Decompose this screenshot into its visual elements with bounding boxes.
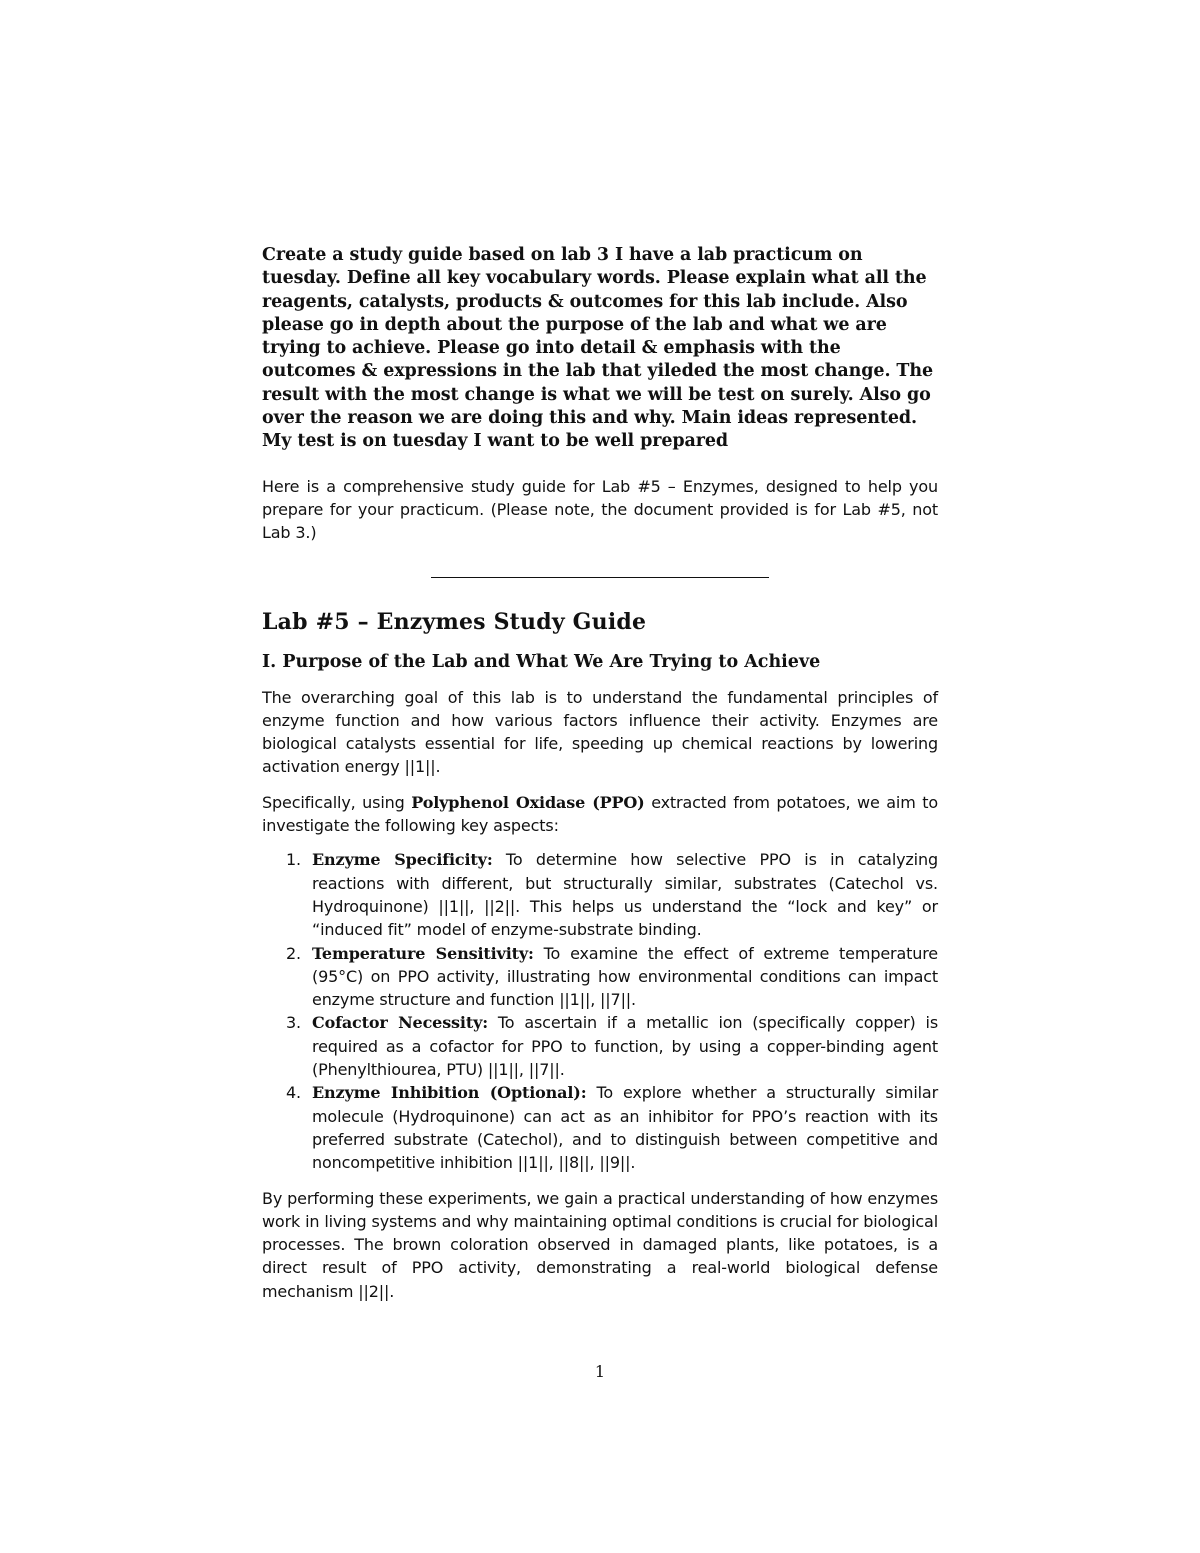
list-text: To examine the effect of extreme temperature (95°C) on PPO activity, illustrating how environmental conditions can impact enzyme structure and function ||1||, ||7||.	[312, 943, 938, 1010]
aspects-intro-paragraph	[262, 791, 938, 838]
list-text: To determine how selective PPO is in catalyzing reactions with different, but structurally similar, substrates (Catechol vs. Hydroquinone) ||1||, ||2||. This helps us understand the “lock and key” or “induced fit” model of enzyme-substrate binding.	[312, 850, 938, 940]
aspects-intro-text-end: extracted from potatoes, we aim to investigate the following key aspects:	[262, 792, 938, 836]
list-text: To explore whether a structurally similar molecule (Hydroquinone) can act as an inhibitor for PPO’s reaction with its preferred substrate (Catechol), and to distinguish between competitive and noncompetitive inhibition ||1||, ||8||, ||9||.	[312, 1083, 938, 1173]
intro-paragraph: Here is a comprehensive study guide for Lab #5 – Enzymes, designed to help you prepare for your practicum. (Please note, the document provided is for Lab #5, not Lab 3.)	[262, 476, 938, 543]
list-text: To ascertain if a metallic ion (specifically copper) is required as a cofactor for PPO to function, by using a copper-binding agent (Phenylthiourea, PTU) ||1||, ||7||.	[312, 1013, 939, 1080]
user-prompt: Create a study guide based on lab 3 I have a lab practicum on tuesday. Define all key vocabulary words. Please explain what all the reagents, catalysts, products & outcomes for this lab include. Also please go in depth about the purpose of the lab and what we are trying to achieve. Please go into detail & emphasis with the outcomes & expressions in the lab that yileded the most change. The result with the most change is what we will be test on surely. Also go over the reason we are doing this and why. Main ideas represented. My test is on tuesday I want to be well prepared	[262, 245, 934, 452]
list-number: 4.	[286, 1083, 301, 1103]
page-number: 1	[594, 1362, 606, 1381]
horizontal-rule	[431, 577, 769, 578]
list-item	[262, 848, 938, 941]
purpose-paragraph: The overarching goal of this lab is to understand the fundamental principles of enzyme function and how various factors influence their activity. Enzymes are biological catalysts essential for life, speeding up chemical reactions by lowering activation energy ||1||.	[262, 687, 938, 777]
page-title: Lab #5 – Enzymes Study Guide	[262, 608, 647, 635]
list-number: 2.	[286, 943, 301, 963]
list-number: 1.	[286, 850, 301, 870]
list-number: 3.	[286, 1013, 301, 1033]
list-item	[262, 1011, 938, 1081]
list-term: Enzyme Specificity:	[312, 850, 493, 870]
document-page	[262, 244, 938, 1303]
list-term: Temperature Sensitivity:	[312, 943, 534, 963]
aspects-intro-text: Specifically, using	[262, 792, 412, 812]
conclusion-paragraph: By performing these experiments, we gain a practical understanding of how enzymes work in living systems and why maintaining optimal conditions is crucial for biological processes. The brown coloration observed in damaged plants, like potatoes, is a direct result of PPO activity, demonstrating a real-world biological defense mechanism ||2||.	[262, 1188, 938, 1301]
aspects-list	[262, 848, 938, 1174]
section-heading: I. Purpose of the Lab and What We Are Trying to Achieve	[262, 651, 821, 672]
list-item	[262, 1081, 938, 1174]
list-term: Enzyme Inhibition (Optional):	[312, 1083, 587, 1103]
list-term: Cofactor Necessity:	[312, 1013, 488, 1033]
enzyme-name: Polyphenol Oxidase (PPO)	[411, 792, 645, 812]
list-item	[262, 942, 938, 1012]
